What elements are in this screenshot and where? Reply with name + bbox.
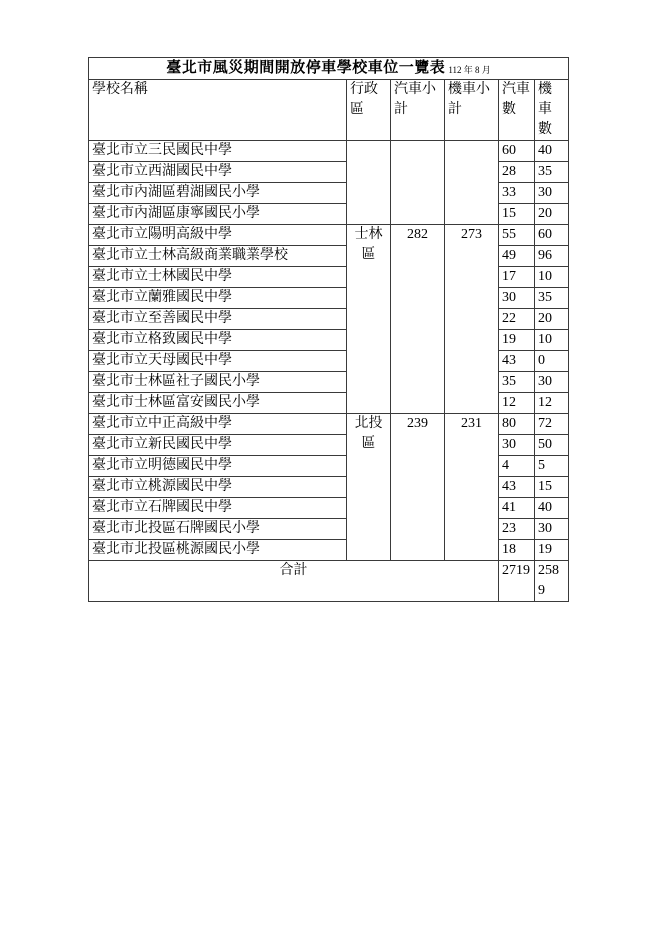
header-motor-count: 機車數 <box>535 80 569 141</box>
cell-school-name: 臺北市立新民國民中學 <box>89 435 347 456</box>
cell-school-name: 臺北市內湖區康寧國民小學 <box>89 204 347 225</box>
cell-school-name: 臺北市立陽明高級中學 <box>89 225 347 246</box>
total-label: 合計 <box>89 561 499 602</box>
cell-motor-subtotal: 273 <box>445 225 499 414</box>
cell-motor-count: 20 <box>535 204 569 225</box>
cell-motor-count: 30 <box>535 372 569 393</box>
cell-car-count: 43 <box>499 351 535 372</box>
cell-car-count: 4 <box>499 456 535 477</box>
cell-school-name: 臺北市立中正高級中學 <box>89 414 347 435</box>
cell-motor-subtotal: 231 <box>445 414 499 561</box>
parking-table-container <box>88 57 568 602</box>
school-parking-table <box>88 57 569 602</box>
cell-car-count: 23 <box>499 519 535 540</box>
table-row <box>89 414 569 435</box>
cell-school-name: 臺北市立蘭雅國民中學 <box>89 288 347 309</box>
cell-motor-count: 35 <box>535 162 569 183</box>
cell-motor-count: 30 <box>535 519 569 540</box>
cell-district: 北投區 <box>347 414 391 561</box>
header-car-count: 汽車數 <box>499 80 535 141</box>
cell-car-count: 15 <box>499 204 535 225</box>
title-period: 112 年 8 月 <box>448 65 491 75</box>
cell-motor-count: 50 <box>535 435 569 456</box>
table-row <box>89 225 569 246</box>
cell-car-count: 30 <box>499 288 535 309</box>
cell-motor-count: 20 <box>535 309 569 330</box>
cell-motor-count: 5 <box>535 456 569 477</box>
cell-car-count: 19 <box>499 330 535 351</box>
cell-school-name: 臺北市士林區富安國民小學 <box>89 393 347 414</box>
cell-car-count: 18 <box>499 540 535 561</box>
table-title-cell <box>89 58 569 80</box>
cell-car-count: 12 <box>499 393 535 414</box>
cell-school-name: 臺北市立桃源國民中學 <box>89 477 347 498</box>
table-title-row <box>89 58 569 80</box>
cell-motor-count: 12 <box>535 393 569 414</box>
total-row <box>89 561 569 602</box>
cell-car-count: 41 <box>499 498 535 519</box>
cell-motor-count: 15 <box>535 477 569 498</box>
cell-car-count: 49 <box>499 246 535 267</box>
cell-school-name: 臺北市北投區石牌國民小學 <box>89 519 347 540</box>
cell-motor-count: 0 <box>535 351 569 372</box>
cell-car-subtotal <box>391 141 445 225</box>
cell-school-name: 臺北市立天母國民中學 <box>89 351 347 372</box>
cell-motor-count: 35 <box>535 288 569 309</box>
cell-school-name: 臺北市立士林國民中學 <box>89 267 347 288</box>
cell-car-subtotal: 239 <box>391 414 445 561</box>
cell-school-name: 臺北市立三民國民中學 <box>89 141 347 162</box>
cell-car-count: 30 <box>499 435 535 456</box>
cell-car-count: 22 <box>499 309 535 330</box>
cell-car-subtotal: 282 <box>391 225 445 414</box>
table-header-row <box>89 80 569 141</box>
cell-motor-count: 40 <box>535 498 569 519</box>
cell-motor-count: 30 <box>535 183 569 204</box>
cell-car-count: 43 <box>499 477 535 498</box>
cell-school-name: 臺北市北投區桃源國民小學 <box>89 540 347 561</box>
cell-car-count: 60 <box>499 141 535 162</box>
cell-car-count: 35 <box>499 372 535 393</box>
cell-school-name: 臺北市立格致國民中學 <box>89 330 347 351</box>
header-district: 行政區 <box>347 80 391 141</box>
cell-car-count: 80 <box>499 414 535 435</box>
cell-school-name: 臺北市立西湖國民中學 <box>89 162 347 183</box>
cell-car-count: 33 <box>499 183 535 204</box>
cell-car-count: 17 <box>499 267 535 288</box>
cell-motor-count: 10 <box>535 330 569 351</box>
cell-motor-count: 10 <box>535 267 569 288</box>
cell-car-count: 28 <box>499 162 535 183</box>
table-row <box>89 141 569 162</box>
cell-school-name: 臺北市立士林高級商業職業學校 <box>89 246 347 267</box>
cell-motor-count: 60 <box>535 225 569 246</box>
cell-motor-count: 40 <box>535 141 569 162</box>
header-car-subtotal: 汽車小計 <box>391 80 445 141</box>
total-car-count: 2719 <box>499 561 535 602</box>
cell-school-name: 臺北市立至善國民中學 <box>89 309 347 330</box>
cell-motor-count: 96 <box>535 246 569 267</box>
cell-district: 士林區 <box>347 225 391 414</box>
cell-motor-count: 19 <box>535 540 569 561</box>
cell-district <box>347 141 391 225</box>
cell-school-name: 臺北市士林區社子國民小學 <box>89 372 347 393</box>
cell-motor-subtotal <box>445 141 499 225</box>
header-motor-subtotal: 機車小計 <box>445 80 499 141</box>
page-title: 臺北市風災期間開放停車學校車位一覽表 <box>166 60 446 76</box>
cell-motor-count: 72 <box>535 414 569 435</box>
cell-school-name: 臺北市立石牌國民中學 <box>89 498 347 519</box>
header-school-name: 學校名稱 <box>89 80 347 141</box>
cell-car-count: 55 <box>499 225 535 246</box>
total-motor-count: 2589 <box>535 561 569 602</box>
cell-school-name: 臺北市內湖區碧湖國民小學 <box>89 183 347 204</box>
cell-school-name: 臺北市立明德國民中學 <box>89 456 347 477</box>
